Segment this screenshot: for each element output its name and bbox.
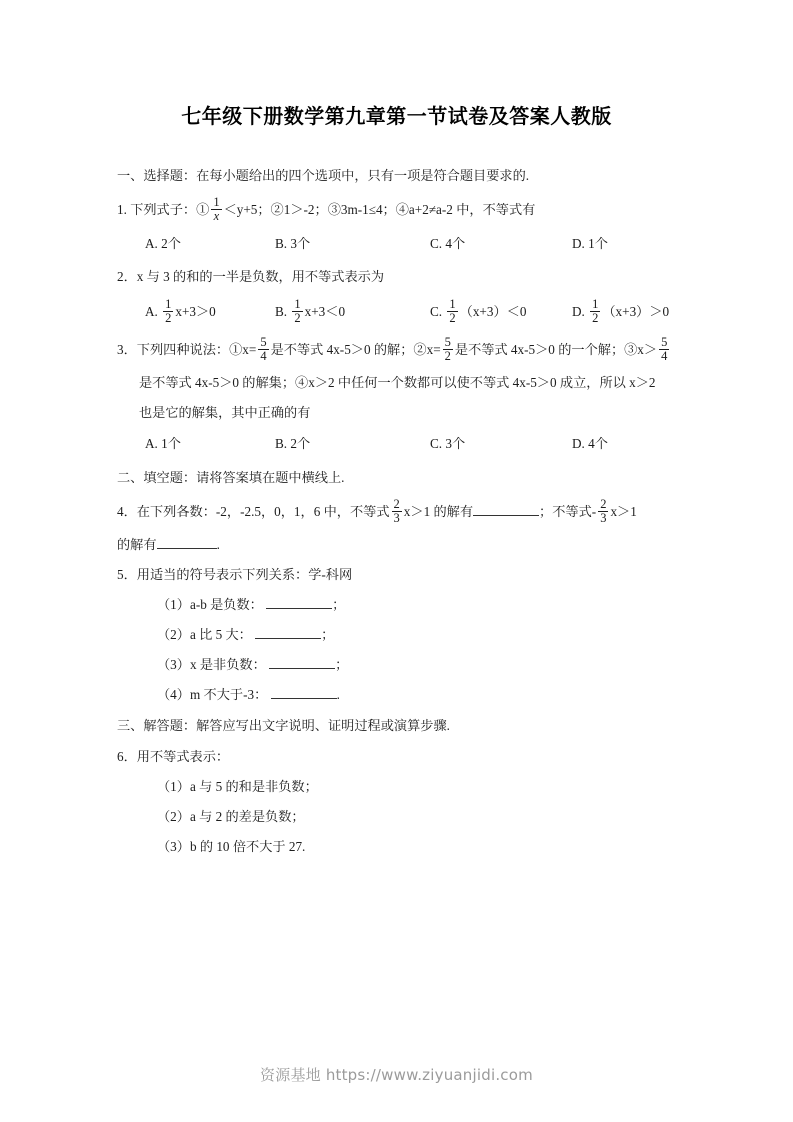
question-6-stem: 6．用不等式表示： — [117, 749, 230, 764]
question-3-stem-line-1: 3．下列四种说法：①x= $\frac{5}{4}$ 是不等式 4x-5＞0 的解；②x= $\frac{5}{2}$ 是不等式 4x-5＞0 的一个解；③x＞ $\frac{5}{4}$ — [117, 335, 668, 364]
question-1-tail: ＜y+5；②1＞-2；③3m-1≤4；④a+2≠a-2 中，不等式有 — [223, 202, 536, 217]
question-1-stem — [117, 192, 687, 228]
answer-blank-4b[interactable] — [157, 536, 217, 549]
answer-blank-5-1[interactable] — [266, 596, 332, 609]
question-6-subitem-2: （2）a 与 2 的差是负数； — [157, 809, 305, 824]
site-watermark: 资源基地 https://www.ziyuanjidi.com — [260, 1066, 533, 1084]
question-1-options — [117, 228, 687, 262]
question-1-option-a[interactable]: A. 2个 — [145, 236, 181, 251]
answer-blank-5-2[interactable] — [255, 626, 321, 639]
page-title: 七年级下册数学第九章第一节试卷及答案人教版 — [181, 106, 612, 128]
answer-blank-5-4[interactable] — [271, 686, 337, 699]
question-3-options — [117, 428, 687, 462]
question-3-option-d[interactable]: D. 4个 — [572, 436, 608, 451]
question-6-subitem-1: （1）a 与 5 的和是非负数； — [157, 779, 318, 794]
question-3-stem-line-3: 也是它的解集，其中正确的有 — [139, 405, 311, 420]
section-heading-2: 二、填空题：请将答案填在题中横线上. — [117, 470, 345, 485]
fraction-half: $\frac{1}{2}$ — [165, 297, 172, 326]
question-5-subitem-1: （1）a-b 是负数： ； — [157, 597, 346, 612]
fraction-2-over-3: $\frac{2}{3}$ — [600, 497, 607, 526]
question-3-stem-line-2: 是不等式 4x-5＞0 的解集；④x＞2 中任何一个数都可以使不等式 4x-5＞0 成立，所以 x＞2 — [139, 375, 656, 390]
fraction-half: $\frac{1}{2}$ — [449, 297, 456, 326]
question-2-options — [117, 292, 687, 332]
question-1-option-b[interactable]: B. 3个 — [275, 236, 311, 251]
question-6-subitem-3: （3）b 的 10 倍不大于 27. — [157, 839, 306, 854]
fraction-1-over-x: $\frac{1}{x}$ — [213, 195, 220, 224]
section-heading-3: 三、解答题：解答应写出文字说明、证明过程或演算步骤. — [117, 718, 450, 733]
question-2-option-d[interactable]: D. $\frac{1}{2}$ （x+3）＞0 — [572, 297, 670, 326]
question-1-option-d[interactable]: D. 1个 — [572, 236, 608, 251]
question-2-stem: 2．x 与 3 的和的一半是负数，用不等式表示为 — [117, 269, 385, 284]
question-3-option-c[interactable]: C. 3个 — [430, 436, 466, 451]
question-5-subitem-4: （4）m 不大于-3： . — [157, 687, 340, 702]
question-4-stem-line-1: 4．在下列各数：-2，-2.5，0，1，6 中，不等式 $\frac{2}{3}$ x＞1 的解有 ；不等式- $\frac{2}{3}$ x＞1 — [117, 497, 637, 526]
question-5-stem: 5．用适当的符号表示下列关系：学-科网 — [117, 567, 353, 582]
question-2-option-c[interactable]: C. $\frac{1}{2}$ （x+3）＜0 — [430, 297, 527, 326]
section-heading-1: 一、选择题：在每小题给出的四个选项中，只有一项是符合题目要求的. — [117, 168, 530, 183]
fraction-5-over-2: $\frac{5}{2}$ — [444, 335, 451, 364]
fraction-5-over-4: $\frac{5}{4}$ — [661, 335, 668, 364]
question-1-lead: 1. 下列式子：① — [117, 202, 210, 217]
document-body — [117, 160, 687, 862]
answer-blank-4a[interactable] — [473, 503, 539, 516]
answer-blank-5-3[interactable] — [269, 656, 335, 669]
fraction-2-over-3: $\frac{2}{3}$ — [393, 497, 400, 526]
question-3-option-b[interactable]: B. 2个 — [275, 436, 311, 451]
question-4-stem-line-2: 的解有 . — [117, 537, 220, 552]
question-2-option-b[interactable]: B. $\frac{1}{2}$ x+3＜0 — [275, 297, 346, 326]
question-3-option-a[interactable]: A. 1个 — [145, 436, 181, 451]
question-2-option-a[interactable]: A. $\frac{1}{2}$ x+3＞0 — [145, 297, 216, 326]
question-1-option-c[interactable]: C. 4个 — [430, 236, 466, 251]
fraction-half: $\frac{1}{2}$ — [592, 297, 599, 326]
fraction-half: $\frac{1}{2}$ — [294, 297, 301, 326]
question-5-subitem-2: （2）a 比 5 大： ； — [157, 627, 335, 642]
question-5-subitem-3: （3）x 是非负数： ； — [157, 657, 349, 672]
fraction-5-over-4: $\frac{5}{4}$ — [260, 335, 267, 364]
